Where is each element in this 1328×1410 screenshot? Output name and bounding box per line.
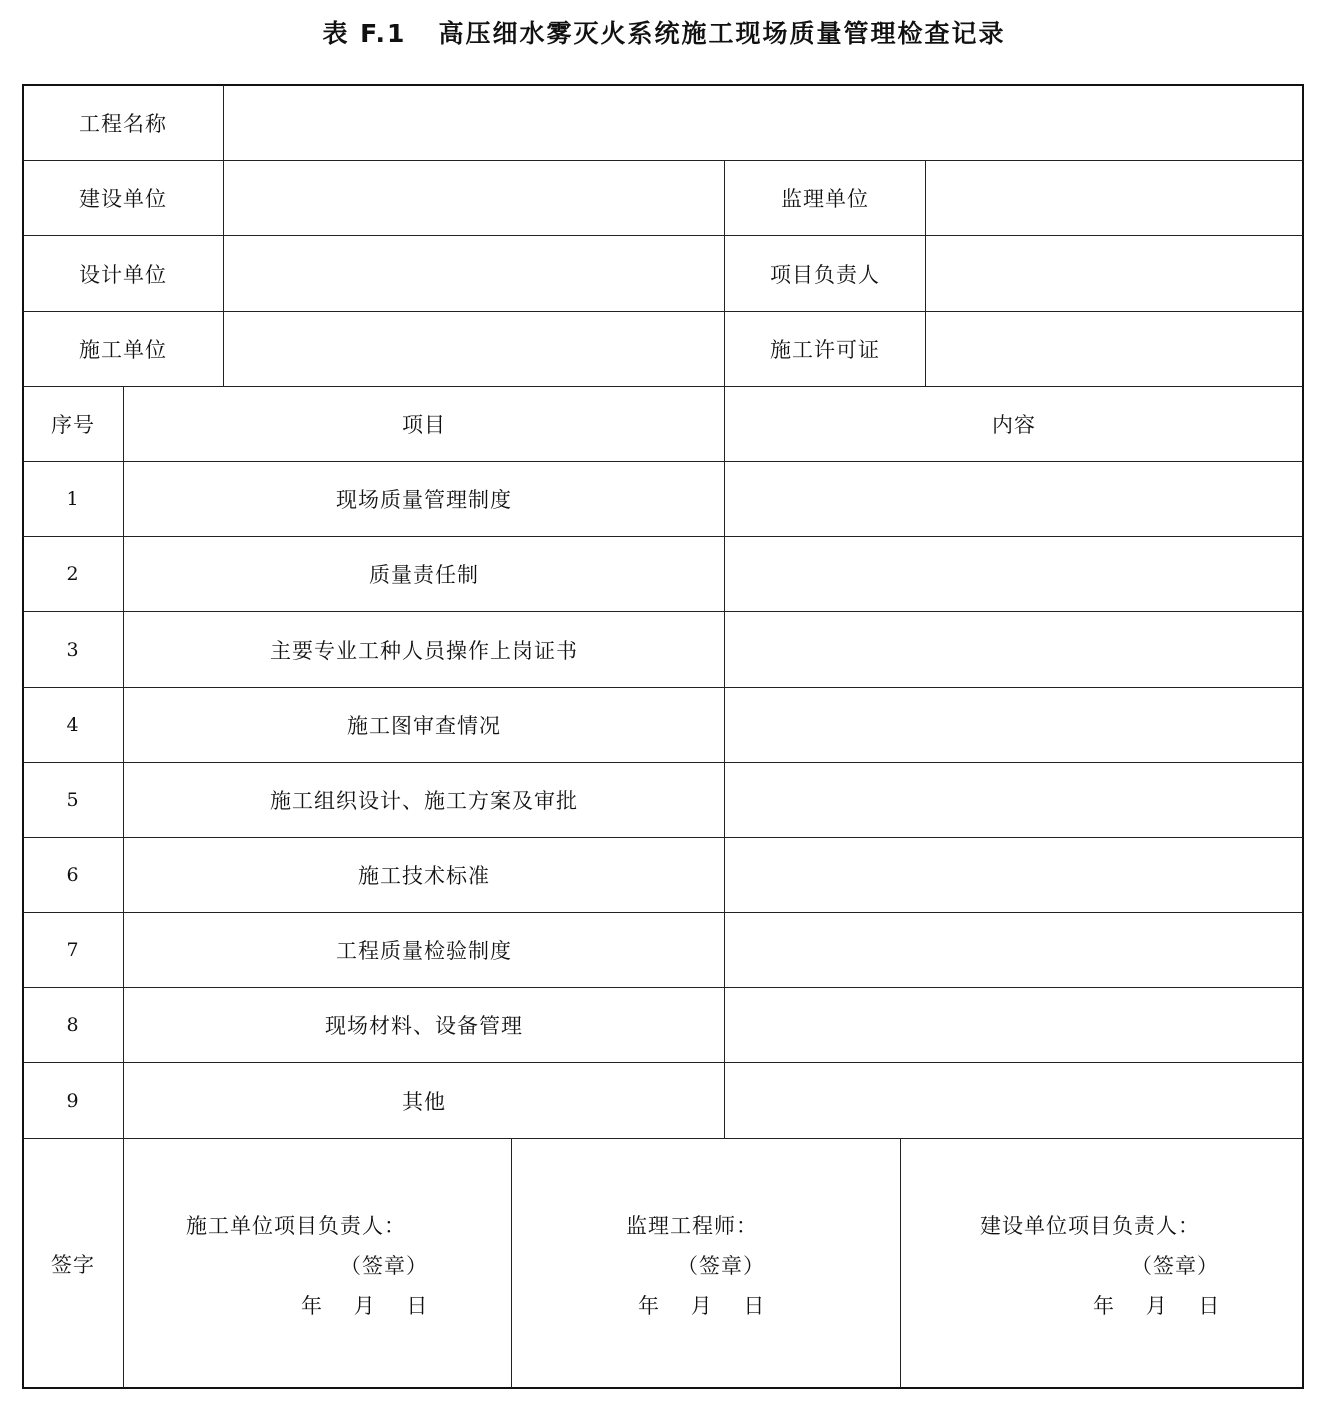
project-manager-label: 项目负责人 (770, 262, 880, 287)
construction-manager-signature-seal: （签章） (340, 1254, 428, 1278)
supervising-engineer-signature-role: 监理工程师： (626, 1214, 758, 1238)
project-name-label: 工程名称 (79, 111, 167, 136)
row-content (725, 913, 1303, 987)
supervisor-label: 监理单位 (781, 187, 869, 211)
designer-label: 设计单位 (79, 262, 167, 287)
signature-label: 签字 (51, 1252, 95, 1277)
column-divider (900, 1138, 901, 1388)
row-number: 1 (66, 488, 80, 510)
row-number: 2 (66, 563, 80, 585)
row-item: 施工图审查情况 (347, 714, 501, 738)
row-item: 施工技术标准 (358, 864, 490, 888)
column-header-item: 项目 (402, 413, 446, 437)
project-name-value (224, 85, 1303, 160)
builder-value (224, 161, 724, 235)
constructor-value (224, 312, 724, 386)
row-content (725, 612, 1303, 687)
owner-manager-signature-date: 年 月 日 (1093, 1294, 1221, 1318)
supervising-engineer-signature-seal: （签章） (677, 1254, 765, 1278)
row-item: 工程质量检验制度 (336, 939, 512, 963)
row-number: 4 (66, 714, 80, 736)
project-manager-value (926, 236, 1303, 311)
supervising-engineer-signature-date: 年 月 日 (638, 1294, 766, 1318)
row-item: 质量责任制 (369, 563, 479, 587)
constructor-label: 施工单位 (79, 338, 167, 362)
row-content (725, 1063, 1303, 1138)
permit-label: 施工许可证 (770, 338, 880, 362)
row-number: 5 (66, 789, 80, 811)
owner-manager-signature-seal: （签章） (1131, 1254, 1219, 1278)
construction-manager-signature-role: 施工单位项目负责人： (186, 1214, 406, 1238)
column-header-seq: 序号 (51, 413, 95, 437)
row-number: 3 (66, 638, 80, 661)
row-number: 7 (66, 939, 80, 961)
row-number: 9 (66, 1089, 80, 1112)
row-item: 主要专业工种人员操作上岗证书 (270, 638, 578, 663)
row-content (725, 763, 1303, 837)
row-item: 施工组织设计、施工方案及审批 (270, 789, 578, 813)
row-item: 其他 (402, 1089, 446, 1114)
owner-manager-signature-role: 建设单位项目负责人： (980, 1214, 1200, 1238)
builder-label: 建设单位 (79, 187, 167, 211)
row-number: 6 (66, 864, 80, 886)
column-header-content: 内容 (992, 413, 1036, 437)
row-content (725, 688, 1303, 762)
supervisor-value (926, 161, 1303, 235)
row-item: 现场材料、设备管理 (325, 1014, 523, 1038)
designer-value (224, 236, 724, 311)
row-content (725, 537, 1303, 611)
row-content (725, 838, 1303, 912)
row-divider (23, 1138, 1303, 1139)
page-title: 表 F.1 高压细水雾灭火系统施工现场质量管理检查记录 (322, 19, 1006, 48)
row-item: 现场质量管理制度 (336, 488, 512, 512)
construction-manager-signature-date: 年 月 日 (301, 1294, 429, 1318)
row-content (725, 462, 1303, 536)
permit-value (926, 312, 1303, 386)
column-divider (511, 1138, 512, 1388)
row-number: 8 (66, 1014, 80, 1036)
row-content (725, 988, 1303, 1062)
